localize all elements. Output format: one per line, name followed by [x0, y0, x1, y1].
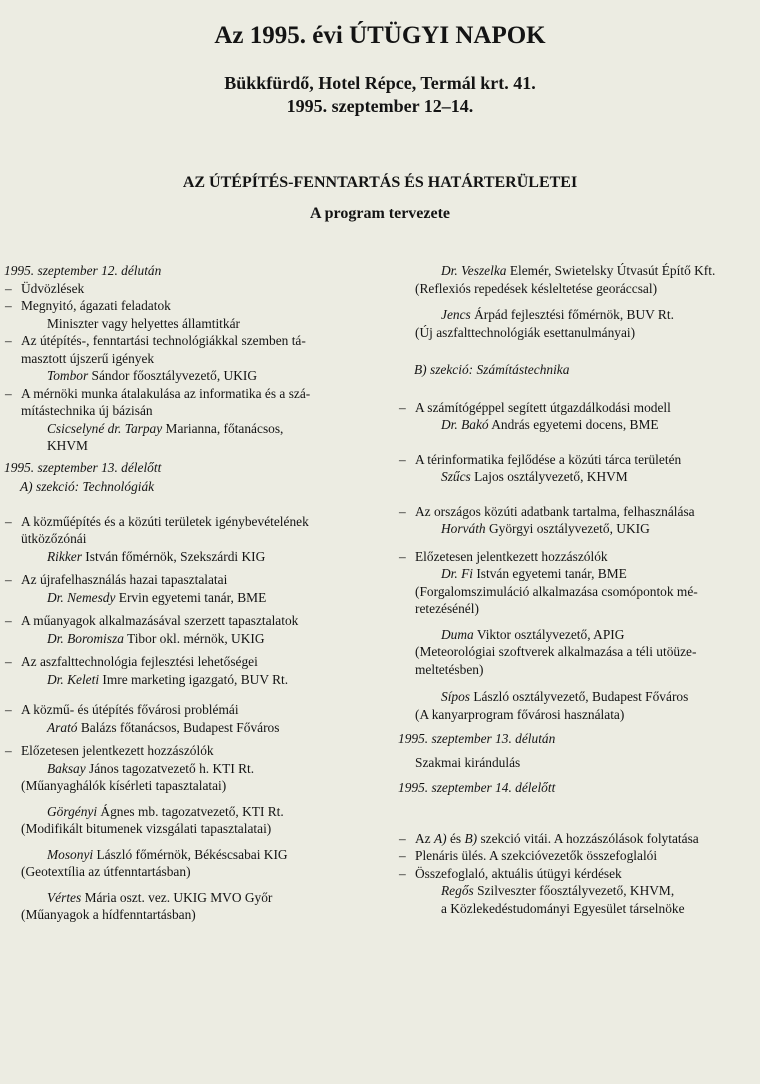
speaker: Dr. Nemesdy Ervin egyetemi tanár, BME	[47, 589, 267, 605]
program-item: – Előzetesen jelentkezett hozzászólók	[399, 548, 608, 564]
talk-title: (A kanyarprogram fővárosi használata)	[415, 706, 625, 722]
speaker: Sípos László osztályvezető, Budapest Főváros	[441, 689, 689, 704]
program-item: – Előzetesen jelentkezett hozzászólók	[5, 743, 214, 758]
speaker: Csicselyné dr. Tarpay Marianna, főtanácsos,	[47, 420, 284, 436]
program-item: – A térinformatika fejlődése a közúti tárca területén	[399, 451, 682, 467]
speaker: Dr. Boromisza Tibor okl. mérnök, UKIG	[47, 630, 265, 646]
program-item: – Az újrafelhasználás hazai tapasztalatai	[5, 572, 228, 587]
program-item: – Összefoglaló, aktuális útügyi kérdések	[399, 865, 622, 881]
speaker: Horváth Györgyi osztályvezető, UKIG	[441, 521, 650, 536]
day-heading: 1995. szeptember 13. délelőtt	[4, 459, 162, 475]
program-item-cont: mítástechnika új bázisán	[21, 403, 153, 418]
left-column	[4, 259, 354, 924]
talk-title: (Új aszfalttechnológiák esettanulmányai)	[415, 324, 636, 340]
program-item: – Az A) és B) szekció vitái. A hozzászólások folytatása	[399, 830, 699, 846]
talk-title: (Műanyaghálók kísérleti tapasztalatai)	[21, 778, 227, 793]
speaker: Regős Szilveszter főosztályvezető, KHVM,	[441, 883, 675, 898]
speaker: Dr. Veszelka Elemér, Swietelsky Útvasút Építő Kft.	[441, 263, 716, 278]
talk-title: (Meteorológiai szoftverek alkalmazása a téli utöüze-	[415, 644, 697, 659]
program-item-cont: ütközőzónái	[21, 531, 87, 546]
program-heading: AZ ÚTÉPÍTÉS-FENNTARTÁS ÉS HATÁRTERÜLETEI	[182, 174, 578, 191]
program-item: – A műanyagok alkalmazásával szerzett tapasztalatok	[5, 613, 299, 628]
program-item: – A közmű- és útépítés fővárosi problémái	[5, 702, 239, 717]
program-item: – Az útépítés-, fenntartási technológiákkal szemben tá-	[5, 333, 306, 348]
program-item: – Üdvözlések	[5, 280, 85, 296]
program-item: – A közműépítés és a közúti területek igénybevételének	[5, 513, 309, 529]
speaker: Dr. Keleti Imre marketing igazgató, BUV Rt.	[47, 671, 289, 687]
speaker: Rikker István főmérnök, Szekszárdi KIG	[47, 548, 266, 564]
speaker-cont: a Közlekedéstudományi Egyesület társelnöke	[441, 900, 685, 916]
program-item: – Az aszfalttechnológia fejlesztési lehetőségei	[5, 654, 258, 669]
speaker: Arató Balázs főtanácsos, Budapest Főváros	[47, 719, 280, 735]
speaker: Dr. Fi István egyetemi tanár, BME	[441, 566, 627, 581]
day-heading: 1995. szeptember 12. délután	[4, 263, 162, 278]
program-item: – Megnyitó, ágazati feladatok	[5, 298, 171, 313]
program-item: – Az országos közúti adatbank tartalma, felhasználása	[399, 503, 695, 519]
program-item: Szakmai kirándulás	[415, 754, 521, 770]
talk-title: (Geotextília az útfenntartásban)	[21, 864, 191, 879]
day-heading: 1995. szeptember 14. délelőtt	[398, 780, 556, 795]
document-title: Az 1995. évi ÚTÜGYI NAPOK	[214, 22, 546, 49]
venue-line: Bükkfürdő, Hotel Répce, Termál krt. 41.	[224, 73, 536, 93]
right-column	[398, 259, 754, 917]
program-item: – Plenáris ülés. A szekcióvezetők összefoglalói	[399, 848, 658, 863]
speaker: Vértes Mária oszt. vez. UKIG MVO Győr	[47, 889, 273, 905]
talk-title: (Modifikált bitumenek vizsgálati tapasztalatai)	[21, 821, 272, 836]
speaker: Duma Viktor osztályvezető, APIG	[441, 626, 625, 642]
talk-title: (Műanyagok a hídfenntartásban)	[21, 907, 196, 922]
program-item: – A számítógéppel segített útgazdálkodási modell	[399, 399, 671, 415]
speaker: Tombor Sándor főosztályvezető, UKIG	[47, 368, 258, 383]
program-subheading: A program tervezete	[309, 205, 451, 222]
program-item-cont: masztott újszerű igények	[21, 350, 155, 366]
section-heading: A) szekció: Technológiák	[20, 479, 155, 494]
talk-title-cont: meltetésben)	[415, 661, 484, 677]
talk-title-cont: retezésénél)	[415, 601, 479, 616]
speaker: Baksay János tagozatvezető h. KTI Rt.	[47, 760, 255, 776]
day-heading: 1995. szeptember 13. délután	[398, 731, 556, 746]
speaker: Miniszter vagy helyettes államtitkár	[47, 315, 240, 331]
talk-title: (Reflexiós repedések késleltetése georáccsal)	[415, 280, 658, 296]
date-range-line: 1995. szeptember 12–14.	[286, 96, 474, 116]
speaker: Dr. Bakó András egyetemi docens, BME	[441, 417, 659, 432]
speaker-cont: KHVM	[47, 438, 88, 453]
speaker: Mosonyi László főmérnök, Békéscsabai KIG	[47, 846, 288, 862]
speaker: Görgényi Ágnes mb. tagozatvezető, KTI Rt.	[47, 803, 284, 819]
program-item: – A mérnöki munka átalakulása az informatika és a szá-	[5, 385, 311, 401]
talk-title: (Forgalomszimuláció alkalmazása csomópontok mé-	[415, 583, 698, 599]
speaker: Szűcs Lajos osztályvezető, KHVM	[441, 469, 628, 484]
speaker: Jencs Árpád fejlesztési főmérnök, BUV Rt.	[441, 307, 674, 322]
section-heading: B) szekció: Számítástechnika	[414, 362, 570, 377]
